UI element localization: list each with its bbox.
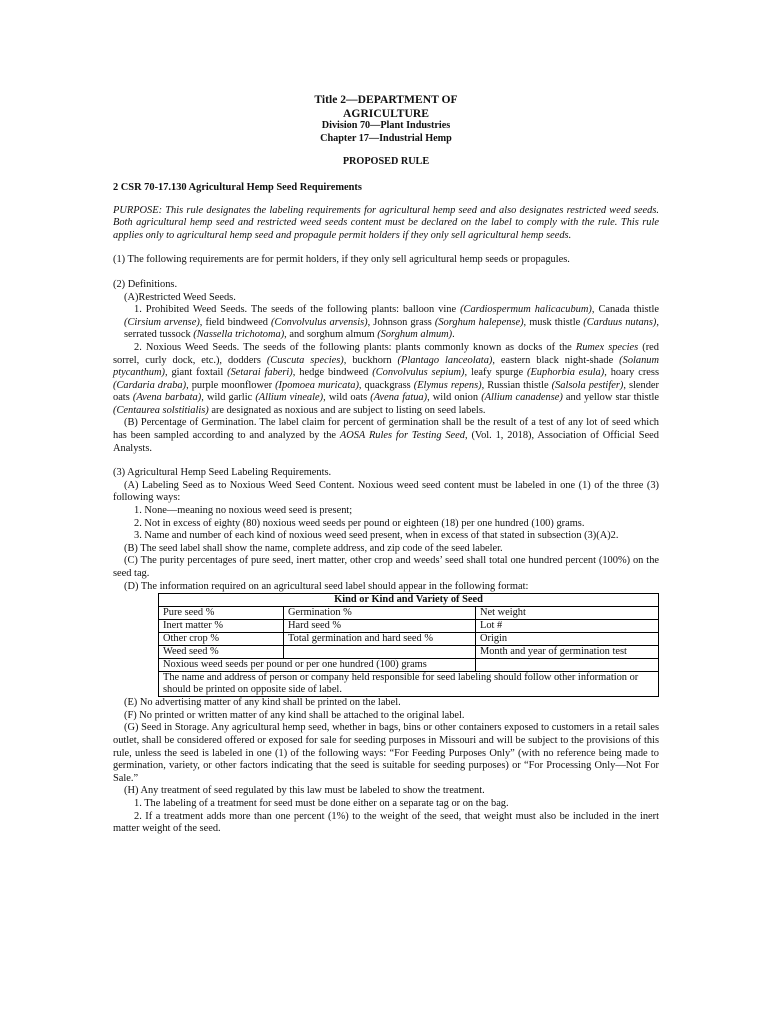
table-row: Other crop % Total germination and hard seed % Origin — [159, 633, 659, 646]
division-heading: Division 70—Plant Industries — [321, 120, 451, 132]
section-3-a-1: 1. None—meaning no noxious weed seed is present; — [134, 505, 353, 517]
rule-title: 2 CSR 70-17.130 Agricultural Hemp Seed Requirements — [113, 181, 362, 193]
section-3-e: (E) No advertising matter of any kind shall be printed on the label. — [124, 697, 401, 709]
section-2-heading: (2) Definitions. — [113, 278, 178, 290]
table-row: Inert matter % Hard seed % Lot # — [159, 620, 659, 633]
section-3-g: (G) Seed in Storage. Any agricultural hemp seed, whether in bags, bins or other containers exposed to customers in a retail sales outlet, shall be considered offered or exposed for sale for seeding purposes in Missouri and will be subject to the provisions of this rule, unless the seed is labeled in one (1) of the following ways: “For Feeding Purposes Only” (with no reference being made to germination, variety, or other factors indicating that the seed is suitable for seeding purposes) or “For Processing Only—Not For Sale.” — [113, 722, 659, 784]
section-2-a-2: 2. Noxious Weed Seeds. The seeds of the following plants: plants commonly known as docks of the Rumex species (red sorrel, curly dock, etc.), dodders (Cuscuta species), buckhorn (Plantago lanceolata), eastern black night-shade (Solanum ptycanthum), giant foxtail (Setarai faberi), hedge bindweed (Convolvulus sepium), leafy spurge (Euphorbia esula), hoary cress (Cardaria draba), purple moonflower (Ipomoea muricata), quackgrass (Elymus repens), Russian thistle (Salsola pestifer), slender oats (Avena barbata), wild garlic (Allium vineale), wild oats (Avena fatua), wild onion (Allium canadense) and yellow star thistle (Centaurea solstitialis) are designated as noxious and are subject to listing on seed labels. — [113, 341, 660, 416]
section-3-h-2: 2. If a treatment adds more than one percent (1%) to the weight of the seed, that weight must also be included in the inert matter weight of the seed. — [113, 810, 659, 835]
section-3-a: (A) Labeling Seed as to Noxious Weed Seed Content. Noxious weed seed content must be labeled in one (1) of the three (3) following ways: — [113, 479, 659, 504]
section-3-heading: (3) Agricultural Hemp Seed Labeling Requirements. — [113, 467, 332, 479]
seed-label-format-table — [158, 593, 659, 697]
title-line-2: AGRICULTURE — [343, 106, 429, 120]
purpose-paragraph: PURPOSE: This rule designates the labeling requirements for agricultural hemp seed and also designates restricted weed seeds. Both agricultural hemp seed and restricted weed seeds content must be declared on the label to comply with the rule. This rule applies only to agricultural hemp seed and propagule permit holders if they only sell agricultural hemp seeds. — [113, 204, 659, 241]
table-row: The name and address of person or company held responsible for seed labeling should follow other information or should be printed on opposite side of label. — [159, 672, 659, 697]
section-2-b: (B) Percentage of Germination. The label claim for percent of germination shall be the result of a test of any lot of seed which has been sampled according to and analyzed by the AOSA Rules for Testing Seed, (Vol. 1, 2018), Association of Official Seed Analysts. — [113, 417, 659, 454]
section-3-h: (H) Any treatment of seed regulated by this law must be labeled to show the treatment. — [124, 785, 485, 797]
section-3-a-3: 3. Name and number of each kind of noxious weed seed present, when in excess of that stated in subsection (3)(A)2. — [134, 530, 619, 542]
section-3-d: (D) The information required on an agricultural seed label should appear in the following format: — [124, 580, 529, 592]
table-row: Weed seed % Month and year of germination test — [159, 646, 659, 659]
table-row: Pure seed % Germination % Net weight — [159, 607, 659, 620]
section-3-f: (F) No printed or written matter of any kind shall be attached to the original label. — [124, 709, 465, 721]
section-2-a-1: 1. Prohibited Weed Seeds. The seeds of the following plants: balloon vine (Cardiospermum halicacubum), Canada thistle (Cirsium arvense), field bindweed (Convolvulus arvensis), Johnson grass (Sorghum halepense), musk thistle (Carduus nutans), serrated tussock (Nassella trichotoma), and sorghum almum (Sorghum almum). — [124, 304, 659, 341]
section-3-h-1: 1. The labeling of a treatment for seed must be done either on a separate tag or on the bag. — [134, 797, 509, 809]
section-1: (1) The following requirements are for permit holders, if they only sell agricultural hemp seeds or propagules. — [113, 254, 570, 266]
table-row: Noxious weed seeds per pound or per one hundred (100) grams — [159, 659, 659, 672]
section-3-b: (B) The seed label shall show the name, complete address, and zip code of the seed labeler. — [124, 542, 503, 554]
section-3-c: (C) The purity percentages of pure seed, inert matter, other crop and weeds’ seed shall total one hundred percent (100%) on the seed tag. — [113, 555, 659, 579]
rule-type-heading: PROPOSED RULE — [342, 156, 430, 168]
chapter-heading: Chapter 17—Industrial Hemp — [320, 132, 452, 144]
table-header: Kind or Kind and Variety of Seed — [159, 594, 659, 607]
section-2-a-heading: (A)Restricted Weed Seeds. — [124, 291, 236, 303]
section-3-a-2: 2. Not in excess of eighty (80) noxious weed seeds per pound or eighteen (18) per one hundred (100) grams. — [134, 517, 585, 529]
document-page — [113, 93, 659, 836]
title-line-1: Title 2—DEPARTMENT OF — [314, 93, 458, 106]
